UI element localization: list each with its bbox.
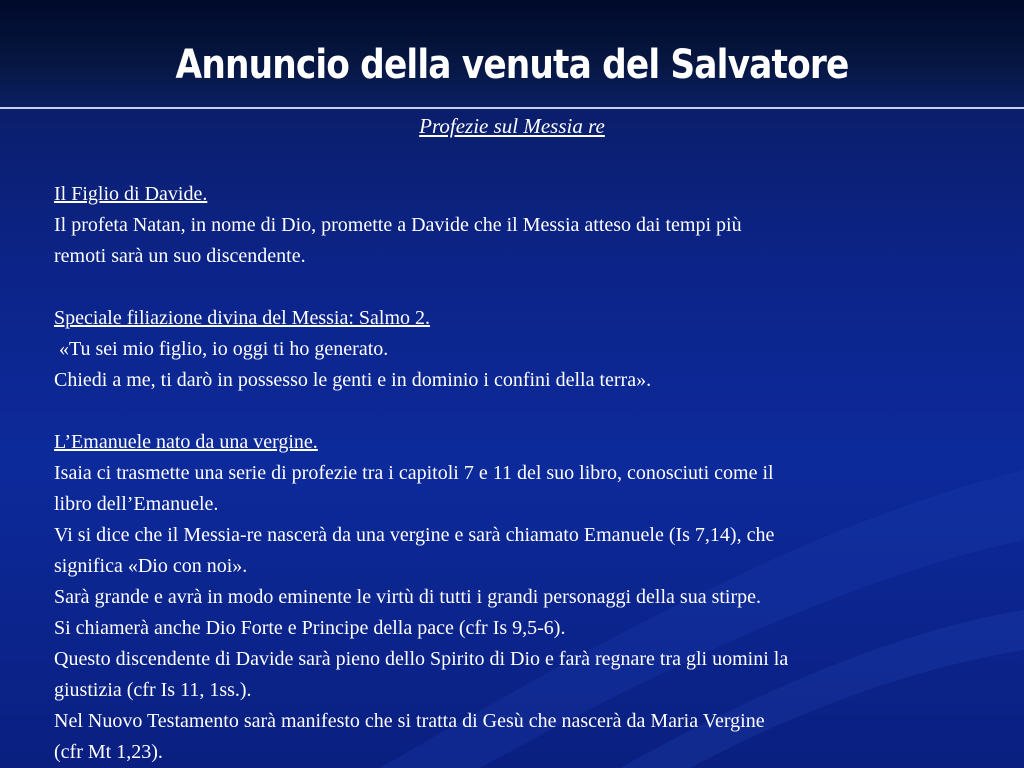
text-line: Sarà grande e avrà in modo eminente le virtù di tutti i grandi personaggi della sua stirpe. (54, 586, 762, 608)
text-line: giustizia (cfr Is 11, 1ss.). (54, 679, 252, 701)
text-line: Chiedi a me, ti darò in possesso le genti e in dominio i confini della terra». (54, 369, 652, 391)
text-line: libro dell’Emanuele. (54, 493, 219, 515)
title-divider (0, 107, 1024, 109)
paragraph-gap (54, 396, 994, 427)
text-line: Isaia ci trasmette una serie di profezie tra i capitoli 7 e 11 del suo libro, conosciuti come il (54, 462, 774, 484)
text-line: Vi si dice che il Messia-re nascerà da una vergine e sarà chiamato Emanuele (Is 7,14), che (54, 524, 775, 546)
slide-title: Annuncio della venuta del Salvatore (175, 42, 849, 88)
section-heading: Speciale filiazione divina del Messia: Salmo 2. (54, 307, 431, 329)
section-heading: Il Figlio di Davide. (54, 183, 208, 205)
text-line: Si chiamerà anche Dio Forte e Principe della pace (cfr Is 9,5-6). (54, 617, 566, 639)
text-line: significa «Dio con noi». (54, 555, 248, 577)
text-line: Il profeta Natan, in nome di Dio, promette a Davide che il Messia atteso dai tempi più (54, 214, 742, 236)
slide-subtitle: Profezie sul Messia re (419, 114, 605, 138)
text-line: Nel Nuovo Testamento sarà manifesto che si tratta di Gesù che nascerà da Maria Vergine (54, 710, 765, 732)
text-line: (cfr Mt 1,23). (54, 741, 163, 763)
text-line: remoti sarà un suo discendente. (54, 245, 306, 267)
text-line: Questo discendente di Davide sarà pieno dello Spirito di Dio e farà regnare tra gli uomini la (54, 648, 789, 670)
section-heading: L’Emanuele nato da una vergine. (54, 431, 318, 453)
text-line: «Tu sei mio figlio, io oggi ti ho generato. (54, 338, 389, 360)
paragraph-gap (54, 272, 994, 303)
slide-body (54, 179, 994, 768)
